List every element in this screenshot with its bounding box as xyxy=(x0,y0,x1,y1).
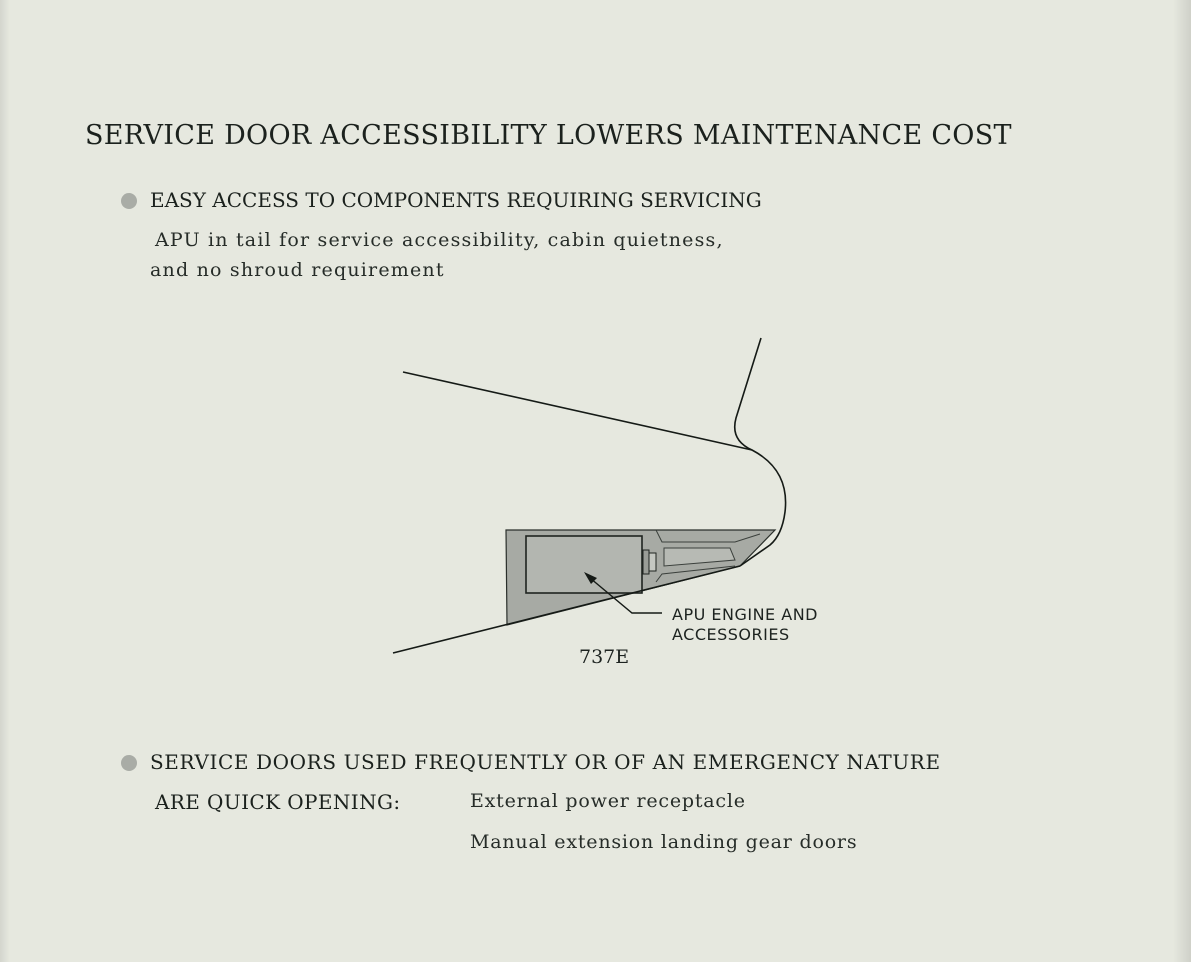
section2-item2: Manual extension landing gear doors xyxy=(470,831,858,853)
fuselage-upper-line xyxy=(403,372,752,450)
callout-label-line2: ACCESSORIES xyxy=(672,625,790,644)
bullet-dot-1 xyxy=(121,193,137,209)
apu-engine-box xyxy=(526,536,642,593)
apu-connector-cap xyxy=(649,553,656,571)
section2-item1: External power receptacle xyxy=(470,790,746,812)
section2-label: ARE QUICK OPENING: xyxy=(155,790,401,814)
apu-connector xyxy=(643,550,649,574)
page-title: SERVICE DOOR ACCESSIBILITY LOWERS MAINTENANCE COST xyxy=(85,120,1012,151)
model-label: 737E xyxy=(579,646,630,668)
bullet-dot-2 xyxy=(121,755,137,771)
callout-label-line1: APU ENGINE AND xyxy=(672,605,818,624)
page-edge-right xyxy=(1173,0,1191,962)
section2-heading: SERVICE DOORS USED FREQUENTLY OR OF AN EMERGENCY NATURE xyxy=(150,750,941,774)
section1-heading: EASY ACCESS TO COMPONENTS REQUIRING SERVICING xyxy=(150,188,762,212)
page-edge-left xyxy=(0,0,10,962)
section1-line1: APU in tail for service accessibility, cabin quietness, xyxy=(155,229,724,251)
section1-line2: and no shroud requirement xyxy=(150,259,445,281)
